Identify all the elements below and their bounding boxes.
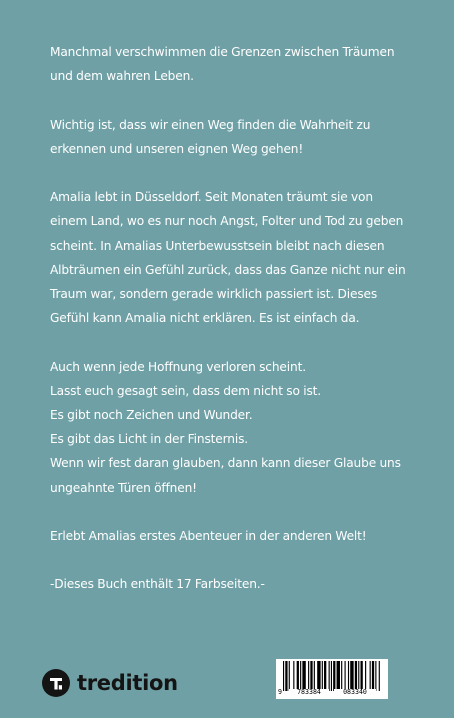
barcode-bar: [302, 661, 305, 691]
barcode-bar: [355, 661, 357, 691]
barcode-bar: [314, 661, 315, 691]
barcode-bar: [293, 661, 294, 691]
barcode-bar: [333, 661, 335, 691]
barcode-bar: [283, 661, 284, 691]
barcode-first-digit: 9: [278, 688, 282, 696]
tredition-t-glyph-icon: [42, 669, 70, 697]
barcode-bar: [341, 661, 342, 691]
barcode-bar: [358, 661, 359, 691]
paragraph-gap: [50, 500, 410, 524]
barcode-bar: [329, 661, 330, 691]
paragraph-gap: [50, 330, 410, 354]
barcode-bar: [324, 661, 326, 691]
barcode-bar: [308, 661, 309, 691]
barcode-bar: [300, 661, 301, 691]
blurb-line: scheint. In Amalias Unterbewusstsein bleibt nach diesen: [50, 238, 385, 253]
blurb-line: Lasst euch gesagt sein, dass dem nicht so ist.: [50, 383, 321, 398]
barcode-bar: [322, 661, 323, 691]
barcode-right-digits: 083340: [334, 689, 376, 696]
paragraph-gap: [50, 88, 410, 112]
blurb-line: Es gibt das Licht in der Finsternis.: [50, 432, 249, 447]
barcode-bar: [337, 661, 340, 691]
barcode-bar: [372, 661, 374, 691]
barcode-bar: [360, 661, 362, 691]
isbn-barcode: [276, 659, 388, 699]
barcode-bar: [317, 661, 320, 691]
blurb-line: Gefühl kann Amalia nicht erklären. Es ist einfach da.: [50, 311, 360, 326]
barcode-bars: [283, 661, 381, 691]
barcode-left-digits: 783384: [289, 689, 329, 696]
blurb-line: Auch wenn jede Hoffnung verloren scheint.: [50, 359, 306, 374]
blurb-text: [50, 40, 410, 597]
blurb-line: Manchmal verschwimmen die Grenzen zwischen Träumen: [50, 45, 395, 59]
blurb-line: ungeahnte Türen öffnen!: [50, 480, 197, 495]
barcode-bar: [375, 661, 376, 691]
blurb-line: und dem wahren Leben.: [50, 69, 194, 84]
barcode-bar: [285, 661, 287, 691]
barcode-bar: [310, 661, 312, 691]
publisher-mark: [42, 668, 178, 698]
barcode-bar: [350, 661, 353, 691]
blurb-line: Traum war, sondern gerade wirklich passiert ist. Dieses: [50, 287, 378, 301]
tredition-logo-icon: [42, 669, 70, 697]
paragraph-gap: [50, 161, 410, 185]
blurb-line: Erlebt Amalias erstes Abenteuer in der anderen Welt!: [50, 529, 367, 543]
blurb-line: erkennen und unseren eignen Weg gehen!: [50, 141, 304, 156]
blurb-line: einem Land, wo es nur noch Angst, Folter und Tod zu geben: [50, 214, 404, 229]
barcode-bar: [379, 661, 380, 691]
blurb-line: -Dieses Buch enthält 17 Farbseiten.-: [50, 577, 265, 592]
blurb-line: Es gibt noch Zeichen und Wunder.: [50, 408, 253, 422]
paragraph-gap: [50, 548, 410, 572]
barcode-bar: [289, 661, 290, 691]
barcode-bar: [365, 661, 366, 691]
blurb-line: Wenn wir fest daran glauben, dann kann dieser Glaube uns: [50, 456, 401, 471]
blurb-line: Albträumen ein Gefühl zurück, dass das Ganze nicht nur ein: [50, 262, 406, 277]
blurb-line: Amalia lebt in Düsseldorf. Seit Monaten träumt sie von: [50, 190, 373, 205]
blurb-line: Wichtig ist, dass wir einen Weg finden die Wahrheit zu: [50, 117, 371, 132]
barcode-bar: [348, 661, 349, 691]
publisher-name: tredition: [77, 671, 178, 695]
barcode-bar: [345, 661, 346, 691]
barcode-bar: [331, 661, 332, 691]
barcode-bar: [297, 661, 299, 691]
barcode-bar: [370, 661, 371, 691]
